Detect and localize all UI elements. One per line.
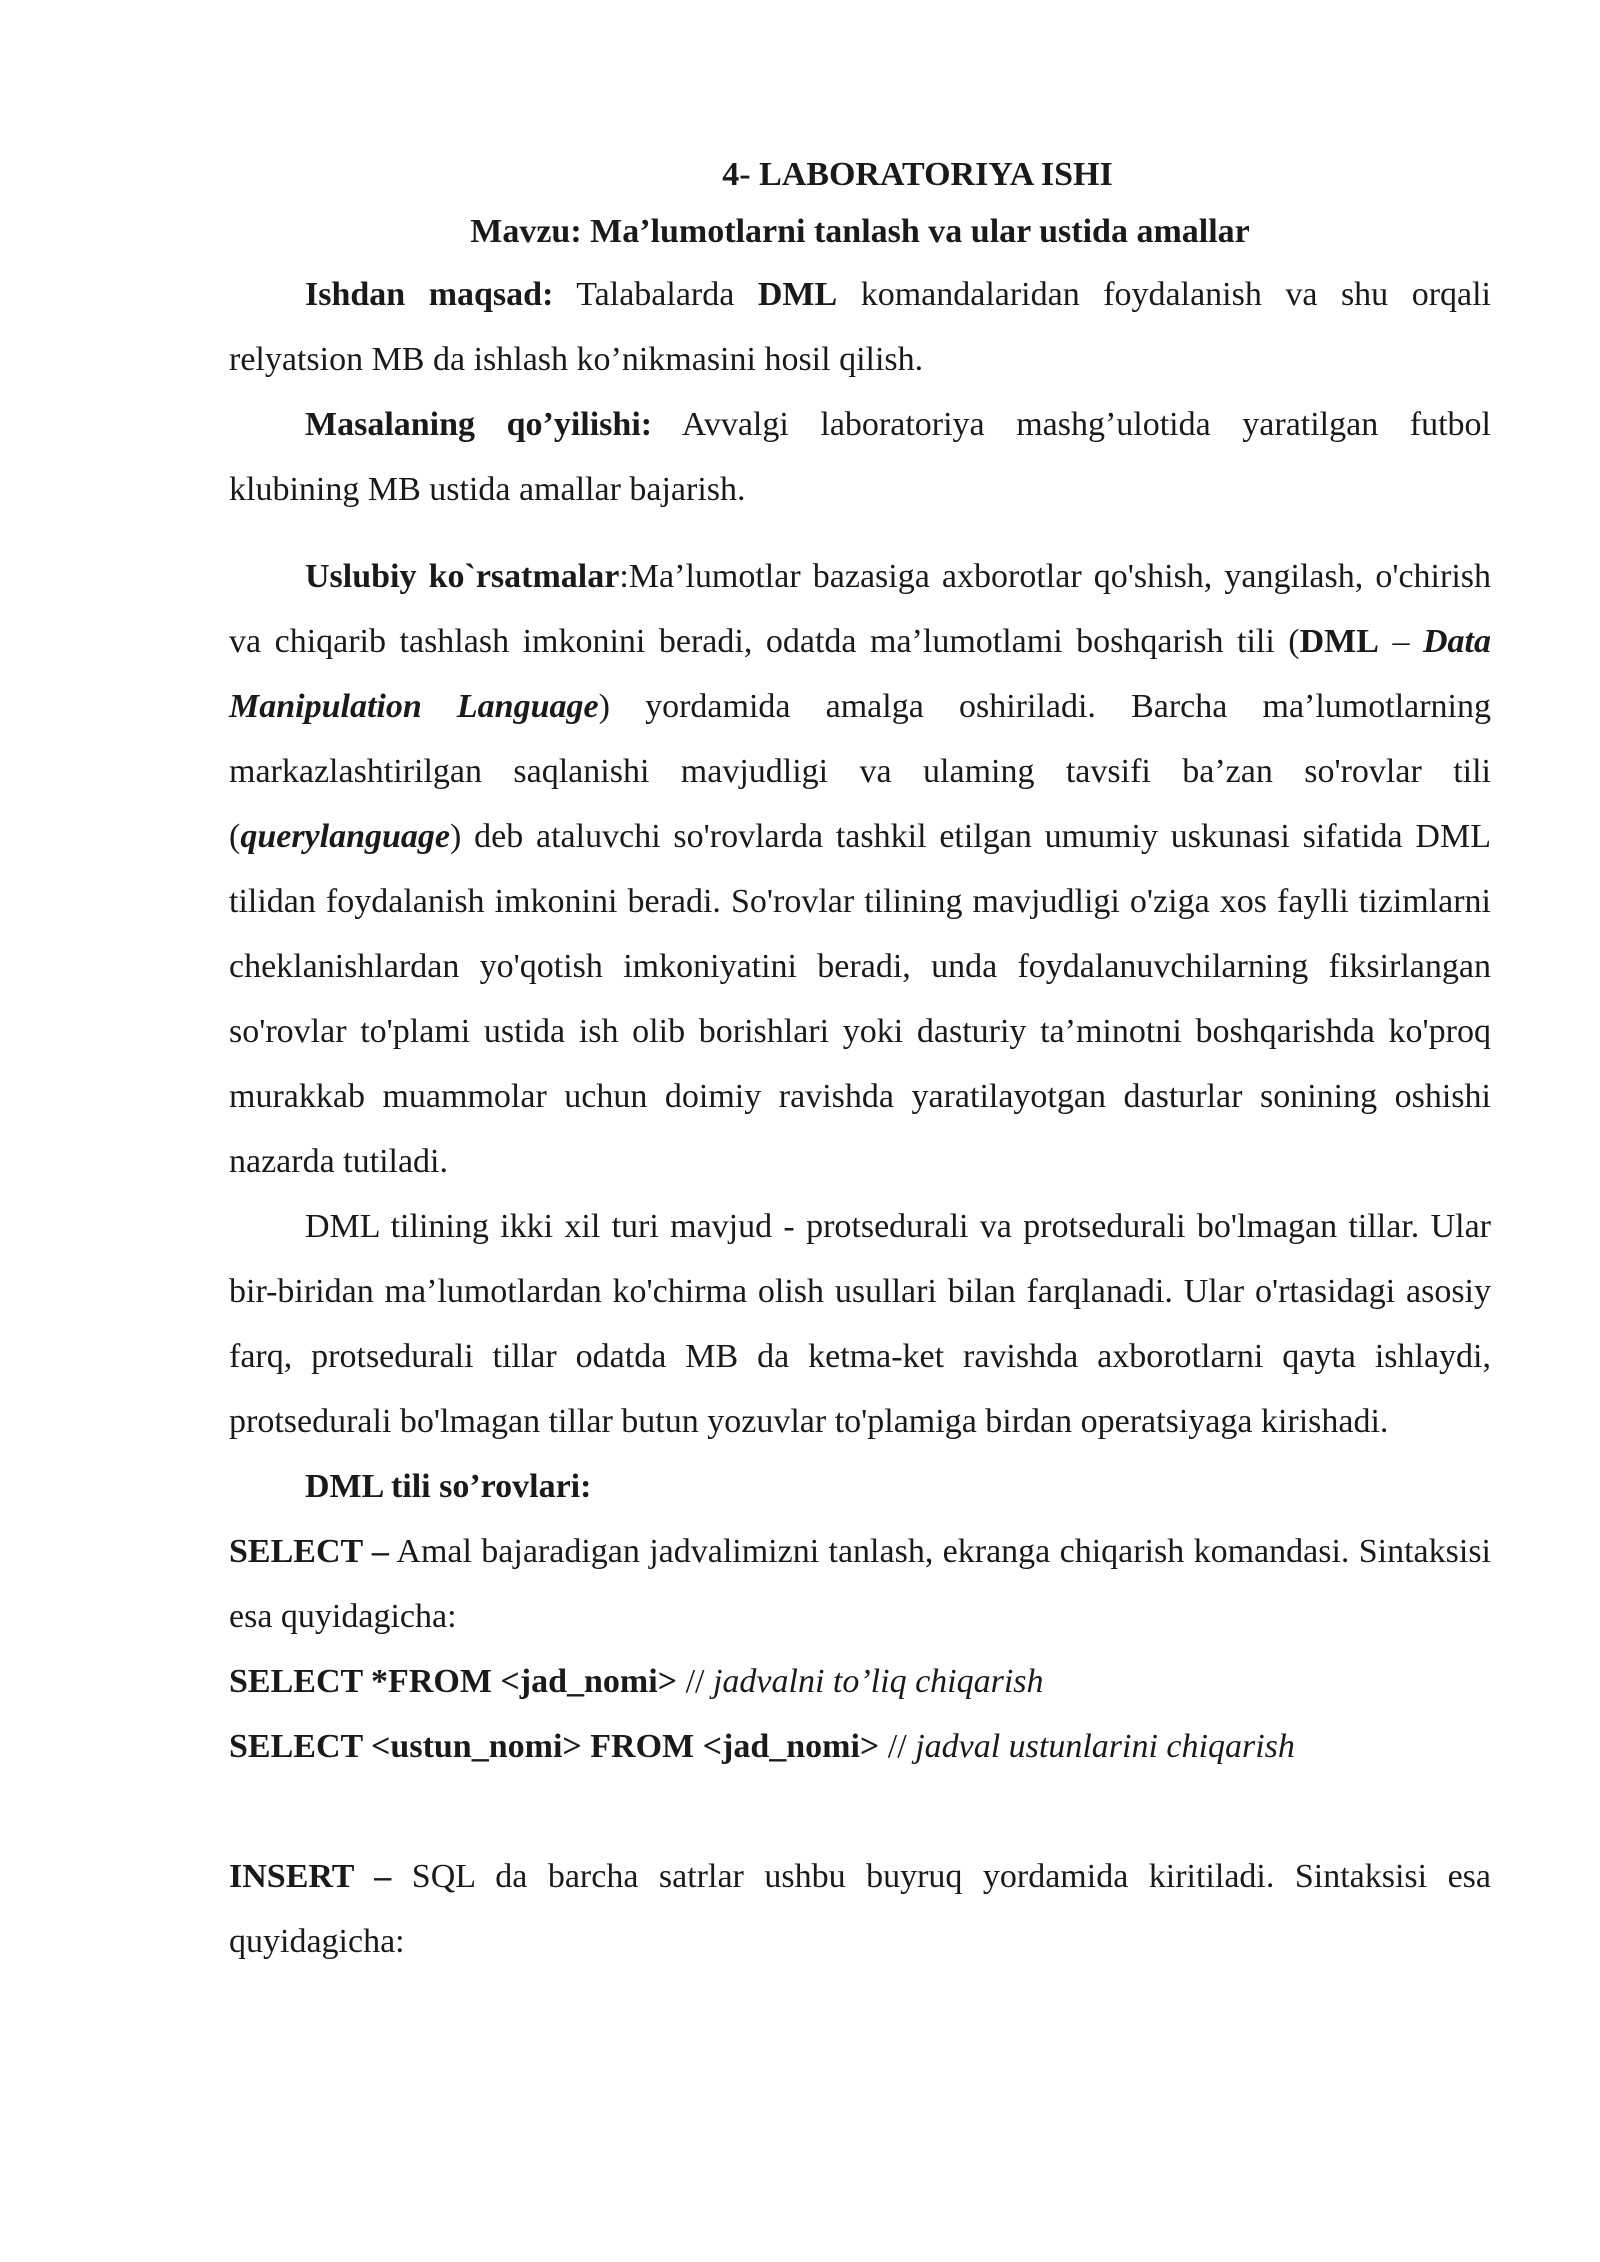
dml-types-paragraph: DML tilining ikki xil turi mavjud - protsedurali va protsedurali bo'lmagan tillar. Ular bir-biridan ma’lumotlardan ko'chirma olish usullari bilan farqlanadi. Ular o'rtasidagi asosiy farq, protsedurali tillar odatda MB da ketma-ket ravishda axborotlarni qayta ishlaydi, protsedurali bo'lmagan tillar butun yozuvlar to'plamiga birdan operatsiyaga kirishadi. xyxy=(229,1208,1491,1440)
aim-paragraph xyxy=(229,262,1491,392)
aim-text-1: Talabalarda xyxy=(553,276,758,313)
insert-keyword: INSERT – xyxy=(229,1858,392,1895)
select-example-2-slashes: // xyxy=(879,1728,916,1765)
select-example-1-code: SELECT *FROM <jad_nomi> xyxy=(229,1663,678,1700)
topic-heading: Mavzu: Ma’lumotlarni tanlash va ular ustida amallar xyxy=(470,213,1250,250)
guide-dml-full: Data Manipulation Language xyxy=(229,623,1491,725)
aim-label: Ishdan maqsad: xyxy=(305,276,554,313)
guide-query-language: querylanguage xyxy=(240,818,451,855)
select-example-2 xyxy=(229,1714,1491,1779)
select-keyword: SELECT – xyxy=(229,1533,389,1570)
queries-heading-text: DML tili so’rovlari: xyxy=(305,1468,592,1505)
task-label: Masalaning qo’yilishi: xyxy=(305,406,653,443)
insert-text: SQL da barcha satrlar ushbu buyruq yordamida kiritiladi. Sintaksisi esa quyidagicha: xyxy=(229,1858,1492,1960)
select-example-1 xyxy=(229,1649,1491,1714)
task-paragraph xyxy=(229,392,1491,522)
select-example-2-code: SELECT <ustun_nomi> FROM <jad_nomi> xyxy=(229,1728,880,1765)
aim-dml: DML xyxy=(757,276,838,313)
guide-label: Uslubiy ko`rsatmalar xyxy=(305,558,620,595)
blank-line xyxy=(229,1779,1491,1844)
guide-text-3: ) deb ataluvchi so'rovlarda tashkil etilgan umumiy uskunasi sifatida DML tilidan foydalanish imkonini beradi. So'rovlar tilining mavjudligi o'ziga xos faylli tizimlarni cheklanishlardan yo'qotish imkoniyatini beradi, unda foydalanuvchilarning fiksirlangan so'rovlar to'plami ustida ish olib borishlari yoki dasturiy ta’minotni boshqarishda ko'proq murakkab muammolar uchun doimiy ravishda yaratilayotgan dasturlar sonining oshishi nazarda tutiladi. xyxy=(229,818,1491,1180)
select-example-1-slashes: // xyxy=(677,1663,713,1700)
insert-paragraph xyxy=(229,1844,1491,1974)
select-paragraph xyxy=(229,1519,1491,1649)
task-text: Avvalgi laboratoriya mashg’ulotida yaratilgan futbol klubining MB ustida amallar bajarish. xyxy=(229,406,1492,508)
guide-paragraph xyxy=(229,544,1491,1194)
guide-dash: – xyxy=(1378,623,1423,660)
guide-dml: DML xyxy=(1299,623,1379,660)
page-title: 4- LABORATORIYA ISHI xyxy=(722,156,1113,193)
select-example-1-comment: jadvalni to’liq chiqarish xyxy=(712,1663,1044,1700)
guide-text-2: ) yordamida amalga oshiriladi. Barcha ma’lumotlarning markazlashtirilgan saqlanishi mavjudligi va ulaming tavsifi ba’zan so'rovlar tili ( xyxy=(229,688,1492,855)
document-body xyxy=(229,148,1491,1974)
guide-text-1: :Ma’lumotlar bazasiga axborotlar qo'shish, yangilash, o'chirish va chiqarib tashlash imkonini beradi, odatda ma’lumotlami boshqarish tili ( xyxy=(229,558,1491,660)
queries-heading xyxy=(229,1454,1491,1519)
select-text: Amal bajaradigan jadvalimizni tanlash, ekranga chiqarish komandasi. Sintaksisi esa quyidagicha: xyxy=(229,1533,1491,1635)
aim-text-2: komandalaridan foydalanish va shu orqali relyatsion MB da ishlash ko’nikmasini hosil qilish. xyxy=(229,276,1491,378)
select-example-2-comment: jadval ustunlarini chiqarish xyxy=(915,1728,1295,1765)
